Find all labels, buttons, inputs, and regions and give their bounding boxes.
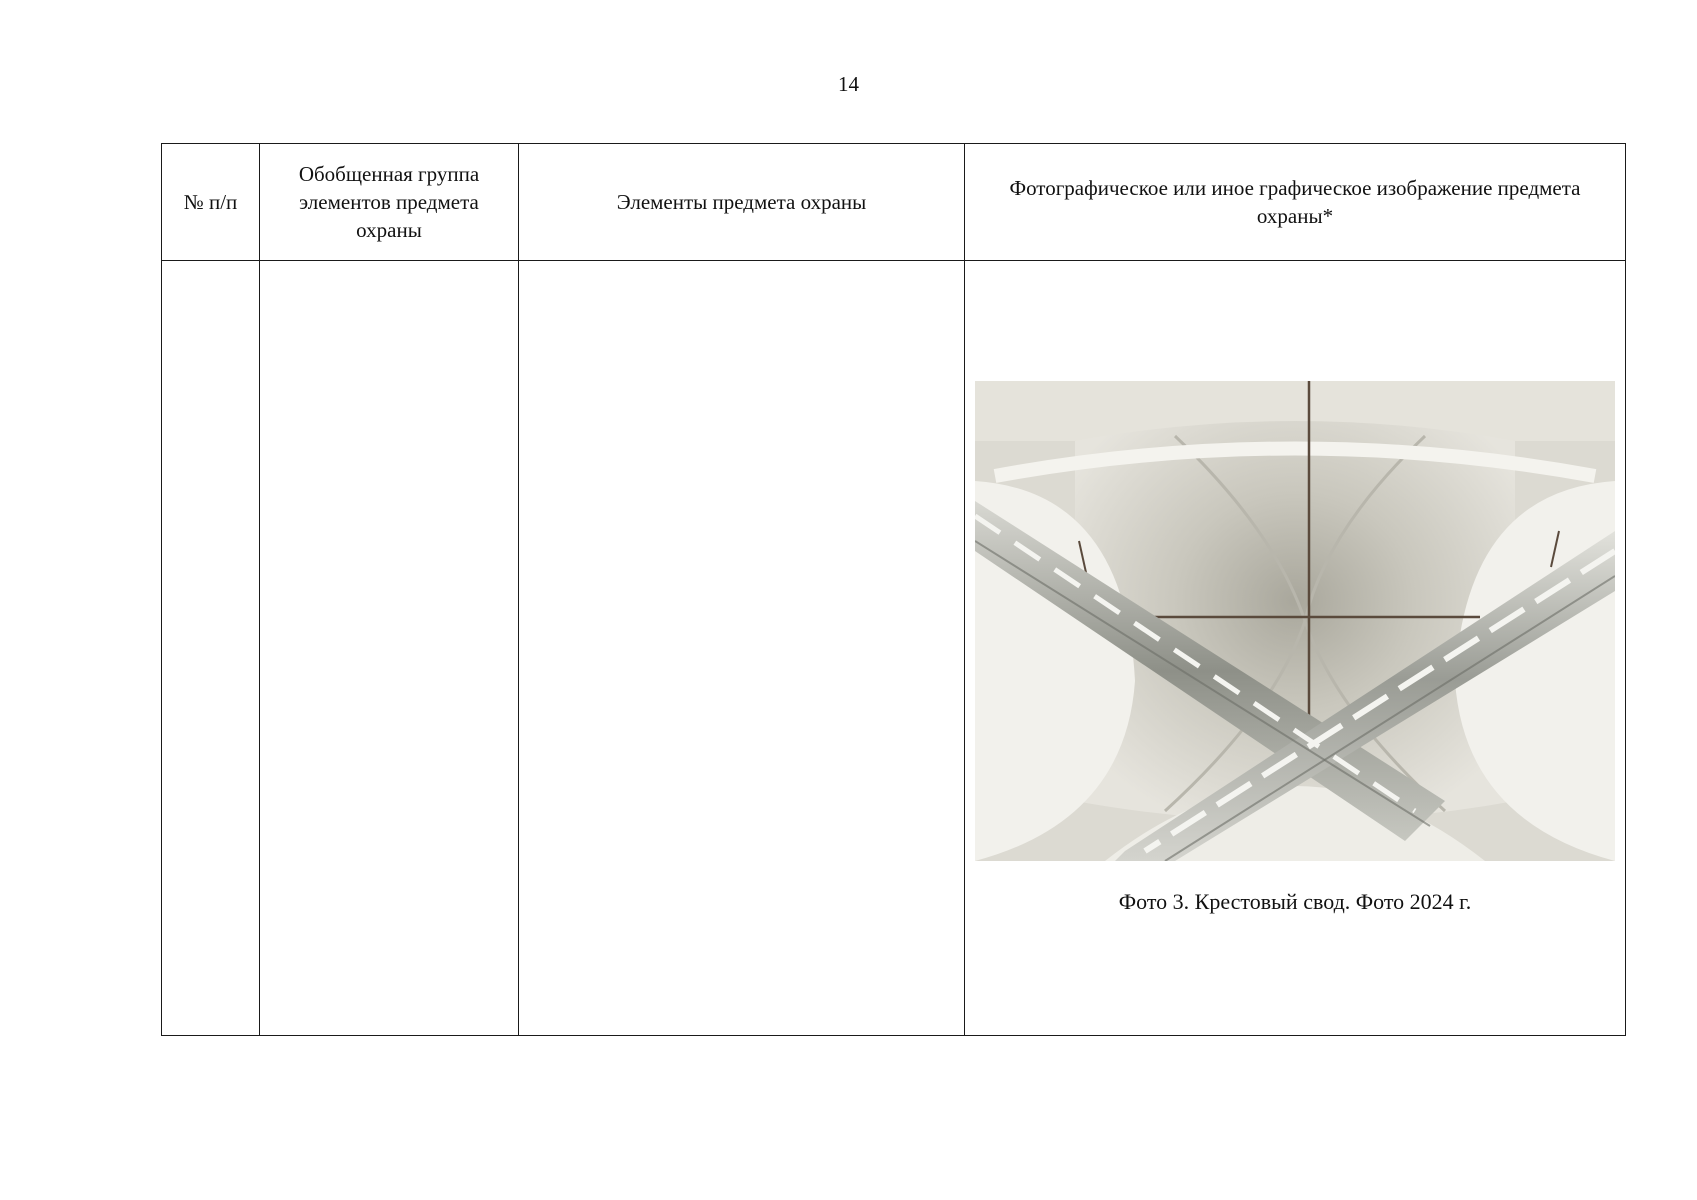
header-group: Обобщенная группа элементов предмета охраны [260, 144, 519, 261]
protection-subject-table [161, 143, 1626, 1036]
cell-group [260, 261, 519, 1036]
header-elements: Элементы предмета охраны [519, 144, 965, 261]
table-header-row [162, 144, 1626, 261]
cross-vault-photo [975, 381, 1615, 861]
photo-caption: Фото 3. Крестовый свод. Фото 2024 г. [1118, 889, 1472, 914]
cell-number [162, 261, 260, 1036]
cell-elements [519, 261, 965, 1036]
header-number: № п/п [162, 144, 260, 261]
table-row [162, 261, 1626, 1036]
header-image: Фотографическое или иное графическое изображение предмета охраны* [965, 144, 1626, 261]
page-number: 14 [838, 72, 859, 96]
cell-image [965, 261, 1626, 1036]
